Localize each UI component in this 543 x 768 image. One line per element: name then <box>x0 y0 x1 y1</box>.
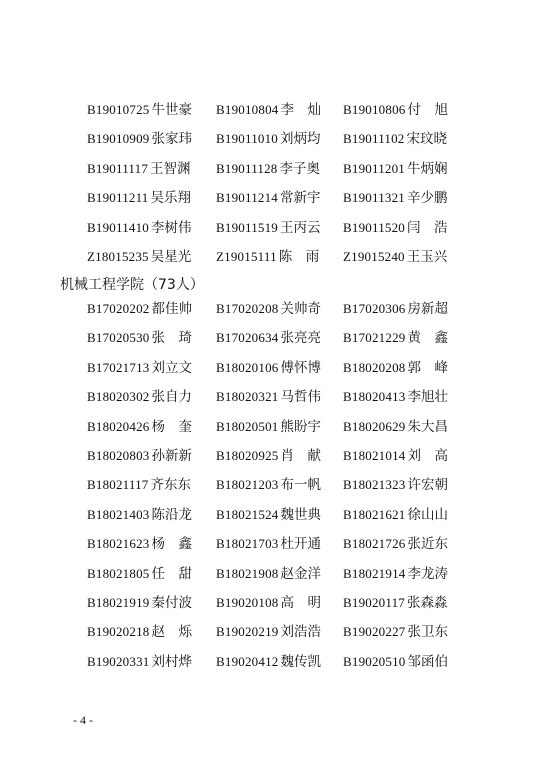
student-name: 王智渊 <box>150 160 191 177</box>
student-entry <box>216 358 321 378</box>
student-row <box>0 387 543 416</box>
student-entry <box>343 100 448 120</box>
student-id: B18020413 <box>343 389 406 405</box>
student-id: B18021914 <box>343 565 406 581</box>
student-id: B18021323 <box>343 477 406 493</box>
student-id: B19020219 <box>216 624 279 640</box>
student-id: B19010909 <box>87 131 150 147</box>
student-entry <box>343 188 448 208</box>
student-id: B18020501 <box>216 418 279 434</box>
student-name: 赵金洋 <box>280 565 321 582</box>
student-id: B19011410 <box>87 219 149 235</box>
student-entry <box>87 188 191 208</box>
student-entry <box>87 475 191 495</box>
student-entry <box>343 652 448 672</box>
student-name: 刘立文 <box>151 359 192 376</box>
student-row <box>0 129 543 158</box>
student-id: B19011128 <box>216 160 278 176</box>
student-name: 牛世豪 <box>151 102 192 118</box>
student-id: B17020530 <box>87 330 150 346</box>
student-row <box>0 328 543 357</box>
student-id: B18021623 <box>87 536 150 552</box>
student-entry <box>216 328 321 348</box>
student-row <box>0 358 543 387</box>
student-name: 张森淼 <box>407 594 448 611</box>
student-entry <box>216 247 319 267</box>
student-row <box>0 534 543 563</box>
student-name: 李 灿 <box>280 102 321 118</box>
student-name: 任 甜 <box>151 565 192 582</box>
student-entry <box>216 100 321 120</box>
student-name: 肖 献 <box>280 447 321 464</box>
student-name: 李龙涛 <box>407 565 448 582</box>
student-id: B19020331 <box>87 653 150 669</box>
student-row <box>0 417 543 446</box>
student-entry <box>343 593 448 613</box>
student-name: 闫 浩 <box>407 219 448 236</box>
student-id: B19020117 <box>343 594 405 610</box>
student-entry <box>216 417 321 437</box>
student-id: B18020803 <box>87 447 150 463</box>
student-entry <box>87 622 192 642</box>
student-entry <box>216 534 321 554</box>
student-id: Z18015235 <box>87 248 149 264</box>
student-entry <box>216 446 321 466</box>
student-id: B19020227 <box>343 624 406 640</box>
student-name: 马哲伟 <box>280 389 321 406</box>
student-id: B17021229 <box>343 330 406 346</box>
student-row <box>0 299 543 328</box>
student-name: 宋玟晓 <box>406 131 448 148</box>
student-name: 齐东东 <box>150 477 192 494</box>
student-entry <box>216 564 321 584</box>
student-entry <box>216 159 320 179</box>
student-id: B18021908 <box>216 565 279 581</box>
student-entry <box>343 328 448 348</box>
student-id: B19020510 <box>343 653 406 669</box>
student-entry <box>343 247 447 267</box>
student-entry <box>87 129 192 149</box>
student-id: Z19015240 <box>343 248 405 264</box>
student-name: 张家玮 <box>151 131 192 148</box>
student-id: Z19015111 <box>216 248 277 264</box>
student-entry <box>216 652 321 672</box>
student-id: B18021703 <box>216 536 279 552</box>
student-name: 李树伟 <box>151 219 192 236</box>
student-id: B18021805 <box>87 565 150 581</box>
student-id: B19010806 <box>343 102 406 117</box>
student-entry <box>87 652 192 672</box>
student-row <box>0 505 543 534</box>
student-entry <box>216 299 321 319</box>
student-entry <box>343 129 447 149</box>
student-id: B18020302 <box>87 389 150 405</box>
student-entry <box>343 505 448 525</box>
student-name: 刘村烨 <box>151 653 192 670</box>
student-name: 高 明 <box>280 594 321 611</box>
student-name: 布一帆 <box>280 477 321 494</box>
student-id: B19011321 <box>343 190 405 206</box>
student-id: B18021524 <box>216 506 279 522</box>
student-name: 付 旭 <box>407 102 448 118</box>
student-row <box>0 446 543 475</box>
student-id: B18021726 <box>343 536 406 552</box>
student-id: B18020426 <box>87 418 150 434</box>
student-name: 关帅奇 <box>280 301 321 317</box>
student-row <box>0 475 543 504</box>
student-name: 牛炳娴 <box>407 160 448 177</box>
page-number: - 4 - <box>73 713 93 727</box>
student-id: B18021403 <box>87 506 150 522</box>
student-name: 刘浩浩 <box>280 624 321 641</box>
student-entry <box>87 100 192 120</box>
student-id: B19011520 <box>343 219 405 235</box>
student-id: B19011519 <box>216 219 278 235</box>
student-name: 吴星光 <box>150 248 192 265</box>
student-entry <box>343 534 448 554</box>
student-name: 熊盼宇 <box>280 418 321 435</box>
student-row <box>0 247 543 276</box>
student-entry <box>216 593 321 613</box>
student-name: 张 琦 <box>151 330 192 347</box>
student-name: 杨 奎 <box>151 418 192 435</box>
student-id: B19011214 <box>216 190 278 206</box>
student-entry <box>343 475 448 495</box>
student-id: B19010725 <box>87 102 150 117</box>
student-name: 孙新新 <box>151 447 192 464</box>
student-id: B19011102 <box>343 131 405 147</box>
student-name: 魏世典 <box>280 506 321 523</box>
student-name: 杨 鑫 <box>151 536 192 553</box>
student-id: B17020208 <box>216 301 279 316</box>
student-entry <box>216 387 321 407</box>
student-entry <box>216 218 321 238</box>
student-id: B18020321 <box>216 389 279 405</box>
student-name: 都佳帅 <box>151 301 192 317</box>
student-entry <box>216 505 321 525</box>
student-name: 杜开通 <box>280 536 321 553</box>
student-id: B18020629 <box>343 418 406 434</box>
student-id: B18020106 <box>216 359 279 375</box>
student-id: B18021203 <box>216 477 279 493</box>
student-name: 吴乐翔 <box>150 190 192 207</box>
student-id: B19011201 <box>343 160 405 176</box>
student-id: B17020202 <box>87 301 150 316</box>
student-name: 徐山山 <box>407 506 448 523</box>
student-entry <box>87 387 192 407</box>
student-id: B19011010 <box>216 131 278 147</box>
student-entry <box>87 534 192 554</box>
student-entry <box>343 299 448 319</box>
student-entry <box>343 622 448 642</box>
student-list-mechanical-engineering <box>0 299 543 681</box>
student-row <box>0 159 543 188</box>
student-row <box>0 593 543 622</box>
student-entry <box>343 417 448 437</box>
student-entry <box>87 358 192 378</box>
student-name: 辛少鹏 <box>407 190 448 207</box>
student-entry <box>87 299 192 319</box>
student-entry <box>216 129 321 149</box>
student-name: 秦付波 <box>151 594 192 611</box>
student-entry <box>87 159 191 179</box>
student-name: 张近东 <box>407 536 448 553</box>
student-id: B19011211 <box>87 190 149 206</box>
section-heading: 机械工程学院（73人） <box>60 277 204 293</box>
student-id: B18021117 <box>87 477 149 493</box>
student-name: 陈沿龙 <box>151 506 192 523</box>
student-name: 李旭壮 <box>407 389 448 406</box>
student-entry <box>87 247 191 267</box>
student-entry <box>216 622 321 642</box>
student-list-continued <box>0 100 543 276</box>
student-id: B18020208 <box>343 359 406 375</box>
student-entry <box>87 505 192 525</box>
student-id: B17021713 <box>87 359 150 375</box>
student-entry <box>216 188 321 208</box>
student-id: B18021621 <box>343 506 406 522</box>
student-entry <box>343 358 448 378</box>
student-name: 郭 峰 <box>407 359 448 376</box>
student-entry <box>87 218 192 238</box>
student-name: 许宏朝 <box>407 477 448 494</box>
student-name: 赵 烁 <box>151 624 192 641</box>
student-id: B19011117 <box>87 160 149 176</box>
student-name: 常新宇 <box>280 190 321 207</box>
student-name: 张卫东 <box>407 624 448 641</box>
student-id: B17020306 <box>343 301 406 316</box>
student-name: 张亮亮 <box>280 330 321 347</box>
student-row <box>0 218 543 247</box>
student-id: B19020218 <box>87 624 150 640</box>
student-name: 陈 雨 <box>278 248 320 265</box>
student-entry <box>343 446 448 466</box>
student-id: B17020634 <box>216 330 279 346</box>
student-name: 王玉兴 <box>406 248 448 265</box>
student-name: 朱大昌 <box>407 418 448 435</box>
student-entry <box>343 387 448 407</box>
student-id: B19020108 <box>216 594 279 610</box>
student-name: 张自力 <box>151 389 192 406</box>
student-id: B19010804 <box>216 102 279 117</box>
student-name: 李子奥 <box>279 160 321 177</box>
student-name: 刘 高 <box>407 447 448 464</box>
student-id: B18021919 <box>87 594 150 610</box>
student-name: 傅怀博 <box>280 359 321 376</box>
student-id: B18020925 <box>216 447 279 463</box>
student-entry <box>87 446 192 466</box>
student-row <box>0 622 543 651</box>
student-name: 刘炳均 <box>280 131 321 148</box>
student-id: B18021014 <box>343 447 406 463</box>
student-name: 王丙云 <box>280 219 321 236</box>
student-name: 魏传凯 <box>280 653 321 670</box>
student-entry <box>87 593 192 613</box>
student-name: 邹函伯 <box>407 653 448 670</box>
student-entry <box>216 475 321 495</box>
student-row <box>0 652 543 681</box>
student-entry <box>343 564 448 584</box>
student-row <box>0 100 543 129</box>
student-entry <box>343 159 448 179</box>
student-name: 黄 鑫 <box>407 330 448 347</box>
student-id: B19020412 <box>216 653 279 669</box>
student-name: 房新超 <box>407 301 448 317</box>
student-entry <box>87 417 192 437</box>
student-entry <box>87 328 192 348</box>
student-entry <box>343 218 448 238</box>
student-row <box>0 188 543 217</box>
student-row <box>0 564 543 593</box>
student-entry <box>87 564 192 584</box>
